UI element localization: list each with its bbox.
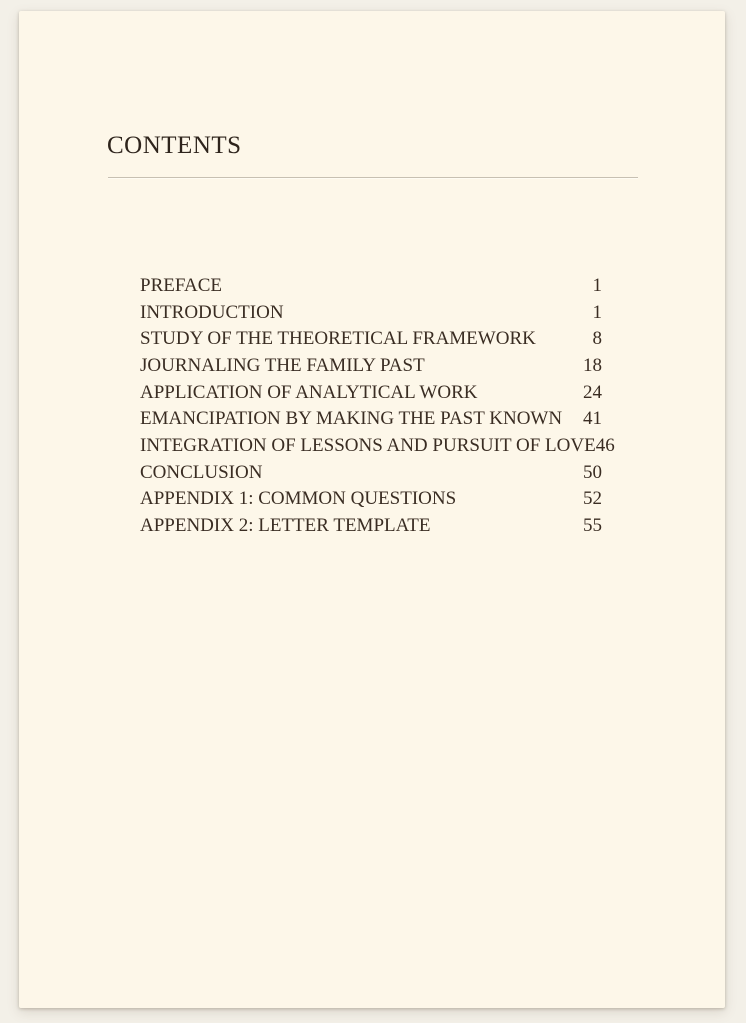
- toc-entry: [140, 326, 602, 353]
- title-divider-rule: [108, 177, 638, 178]
- toc-entry: [140, 406, 602, 433]
- toc-entry-page-number: 41: [583, 408, 602, 430]
- contents-title: CONTENTS: [107, 132, 242, 159]
- toc-entry-label: PREFACE: [140, 275, 223, 296]
- toc-entry-page-number: 24: [583, 381, 602, 403]
- toc-entry-page-number: 18: [583, 354, 602, 376]
- toc-entry-label: CONCLUSION: [140, 461, 263, 483]
- toc-entry-label: APPLICATION OF ANALYTICAL WORK: [140, 381, 478, 403]
- toc-entry: [140, 486, 602, 513]
- toc-entry-page-number: 52: [583, 488, 602, 510]
- toc-entry-page-number: 1: [592, 275, 602, 296]
- toc-entry-label: STUDY OF THE THEORETICAL FRAMEWORK: [140, 328, 536, 350]
- toc-entry-label: EMANCIPATION BY MAKING THE PAST KNOWN: [140, 408, 563, 430]
- toc-entry-label: JOURNALING THE FAMILY PAST: [140, 354, 425, 376]
- toc-entry: [140, 513, 602, 540]
- toc-entry-page-number: 1: [592, 301, 602, 323]
- toc-entry: [140, 273, 602, 300]
- toc-entry: [140, 353, 602, 380]
- toc-entry-page-number: 50: [583, 461, 602, 483]
- toc-entry-label: APPENDIX 2: LETTER TEMPLATE: [140, 514, 431, 536]
- toc-entry-page-number: 46: [595, 434, 615, 456]
- toc-entry-label: INTEGRATION OF LESSONS AND PURSUIT OF LOVE: [140, 434, 596, 456]
- toc-entry: [140, 433, 615, 460]
- toc-entry: [140, 460, 602, 487]
- toc-entry: [140, 300, 602, 327]
- document-page: [19, 11, 725, 1008]
- toc-entry-page-number: 55: [583, 514, 602, 536]
- toc-entry: [140, 380, 602, 407]
- toc-entry-page-number: 8: [592, 328, 602, 350]
- table-of-contents: [140, 273, 615, 540]
- toc-entry-label: INTRODUCTION: [140, 301, 284, 323]
- toc-entry-label: APPENDIX 1: COMMON QUESTIONS: [140, 488, 457, 510]
